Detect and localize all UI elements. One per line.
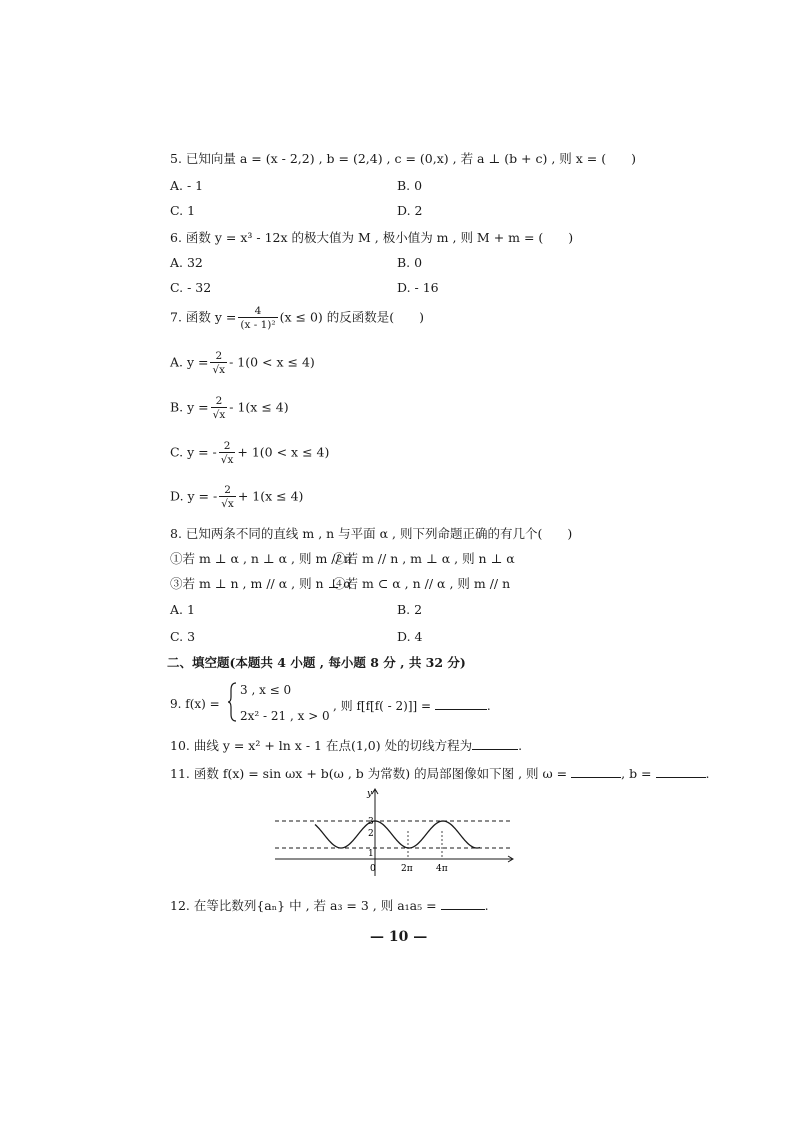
q7-stem [170,305,424,331]
q7-b-num: 2 [215,395,223,407]
graph-label-2pi: 2π [401,864,413,874]
q7-b-prefix: B. y = [170,399,209,415]
q7-fraction-numerator: 4 [254,305,262,317]
q7-c-num: 2 [223,440,231,452]
q7-b-den: √x [212,409,226,422]
q7-a-den: √x [212,364,226,377]
q6-stem: 6. 函数 y = x³ - 12x 的极大值为 M , 极小值为 m , 则 M + m = ( ) [170,230,574,245]
q6-option-a: A. 32 [170,255,203,270]
q6-option-b: B. 0 [397,255,423,270]
q7-a-prefix: A. y = [170,354,209,370]
q8-option-a: A. 1 [170,602,195,617]
q12 [170,898,489,913]
q11-mid: , b = [621,766,652,781]
q7-a-num: 2 [215,350,223,362]
q12-end: . [484,898,489,913]
q6-option-d: D. - 16 [397,280,439,295]
q9-end: . [486,699,491,713]
q5-option-b: B. 0 [397,178,423,193]
q7-c-suffix: + 1(0 < x ≤ 4) [237,444,330,460]
q12-text: 12. 在等比数列{aₙ} 中 , 若 a₃ = 3 , 则 a₁a₅ = [170,898,437,913]
q11-text: 11. 函数 f(x) = sin ωx + b(ω , b 为常数) 的局部图像如下图 , 则 ω = [170,766,568,781]
q5-stem: 5. 已知向量 a = (x - 2,2) , b = (2,4) , c = (0,x) , 若 a ⊥ (b + c) , 则 x = ( ) [170,151,636,166]
q7-fraction [238,305,277,331]
q7-d-den: √x [221,498,234,511]
q9-brace [228,682,238,722]
q7-b-fraction [211,395,228,421]
q11-b-blank [656,766,706,778]
q7-a-fraction [210,350,227,376]
q9-suffix [333,698,491,712]
graph-label-2: 2 [368,829,374,839]
q9-suffix-text: , 则 f[f[f( - 2)]] = [333,699,432,713]
q7-d-suffix: + 1(x ≤ 4) [237,488,304,504]
q9-case-2: 2x² - 21 , x > 0 [240,709,330,723]
page-number: — 10 — [370,929,428,945]
q8-prop-3: ③若 m ⊥ n , m // α , 则 n ⊥ α [170,576,352,591]
graph-label-3: 3 [368,817,374,827]
q8-prop-2: ②若 m // n , m ⊥ α , 则 n ⊥ α [333,551,515,566]
q7-option-d [170,484,303,510]
q7-fraction-denominator: (x - 1)² [240,319,276,332]
q11-omega-blank [571,766,621,778]
q6-option-c: C. - 32 [170,280,212,295]
q7-b-suffix: - 1(x ≤ 4) [229,399,289,415]
q5-option-c: C. 1 [170,203,196,218]
q9-case-1: 3 , x ≤ 0 [240,683,292,697]
graph-label-4pi: 4π [436,864,448,874]
q10 [170,738,522,753]
q7-d-prefix: D. y = - [170,488,218,504]
q8-option-c: C. 3 [170,629,196,644]
sine-graph [275,786,520,878]
graph-label-1: 1 [368,849,374,859]
q7-d-num: 2 [224,484,231,496]
q7-c-fraction [219,440,236,466]
q7-option-c [170,440,329,466]
q7-stem-suffix: (x ≤ 0) 的反函数是( ) [279,309,425,325]
q8-prop-1: ①若 m ⊥ α , n ⊥ α , 则 m // n [170,551,352,566]
graph-y-label: y [367,789,373,799]
graph-sine-curve [315,821,480,848]
q9-answer-blank [435,698,487,710]
q12-answer-blank [441,898,485,910]
q10-end: . [518,738,523,753]
q7-option-a [170,350,315,376]
q10-answer-blank [472,738,518,750]
q8-option-b: B. 2 [397,602,423,617]
q9-prefix: 9. f(x) = [170,697,220,711]
q7-option-b [170,395,289,421]
section-2-title: 二、填空题(本题共 4 小题 , 每小题 8 分 , 共 32 分) [167,655,466,670]
q11-end: . [705,766,710,781]
q7-d-fraction [219,484,236,510]
q7-a-suffix: - 1(0 < x ≤ 4) [229,354,315,370]
graph-label-0: 0 [370,864,376,874]
q8-stem: 8. 已知两条不同的直线 m , n 与平面 α , 则下列命题正确的有几个( ) [170,526,573,541]
q11 [170,766,710,781]
q8-prop-4: ④若 m ⊂ α , n // α , 则 m // n [333,576,511,591]
q8-option-d: D. 4 [397,629,423,644]
q7-c-den: √x [220,454,234,467]
q5-option-a: A. - 1 [170,178,204,193]
q5-option-d: D. 2 [397,203,423,218]
q10-text: 10. 曲线 y = x² + ln x - 1 在点(1,0) 处的切线方程为 [170,738,473,753]
q7-c-prefix: C. y = - [170,444,217,460]
q7-stem-prefix: 7. 函数 y = [170,309,237,325]
